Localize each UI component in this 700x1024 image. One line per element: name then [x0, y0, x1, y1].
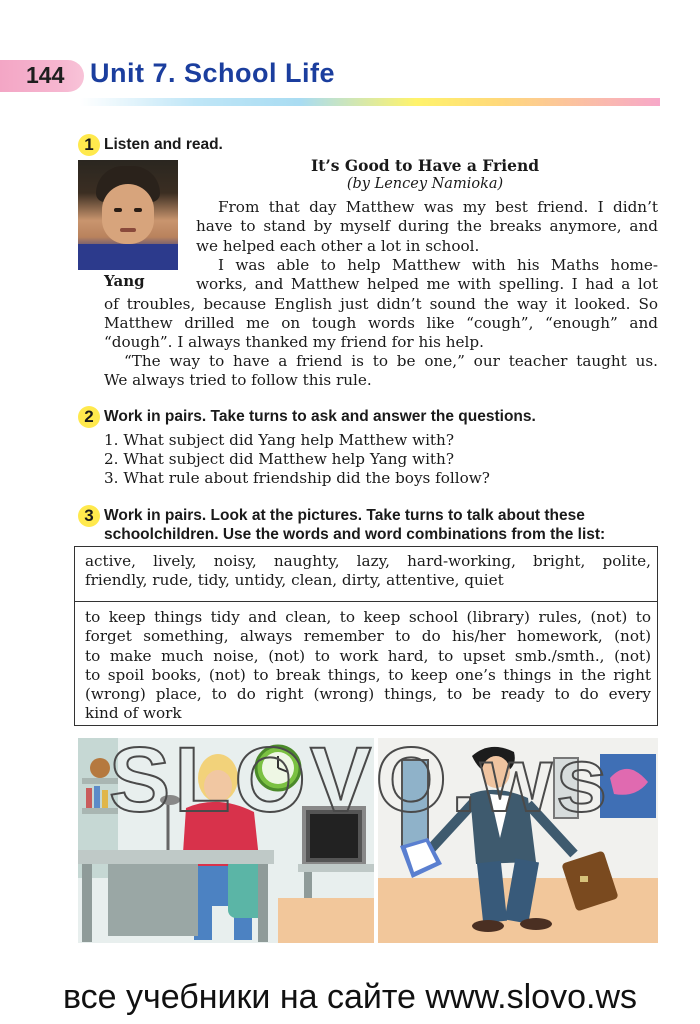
exercise-2-instruction: Work in pairs. Take turns to ask and answer the questions.: [104, 408, 536, 425]
question-item: 2. What subject did Matthew help Yang with?: [104, 450, 454, 468]
question-item: 1. What subject did Yang help Matthew with?: [104, 431, 454, 449]
exercise-2-number: 2: [78, 406, 100, 428]
site-watermark: SLOVO.ws: [108, 729, 612, 831]
text-line: have to stand by myself during the breaks anymore, and: [196, 217, 658, 236]
unit-title: Unit 7. School Life: [90, 58, 336, 88]
text-line: friendly, rude, tidy, untidy, clean, dirty, attentive, quiet: [85, 571, 504, 590]
text-line: I was able to help Matthew with his Maths home-: [218, 256, 658, 274]
text-line: kind of work: [85, 704, 182, 723]
story-author: (by Lencey Namioka): [346, 176, 504, 192]
exercise-3-instruction-line-1: Work in pairs. Look at the pictures. Take turns to talk about these: [104, 507, 585, 524]
text-line: to make much noise, (not) to work hard, to upset smb./smth., (not): [85, 646, 651, 665]
header-rainbow-stripe: [80, 98, 660, 106]
exercise-1-instruction: Listen and read.: [104, 136, 223, 153]
page-header: [0, 52, 700, 112]
text-line: From that day Matthew was my best friend. I didn’t: [218, 198, 658, 216]
story-paragraph-2: [104, 256, 658, 352]
box-divider: [75, 601, 657, 602]
story-paragraph-1: [196, 198, 658, 256]
text-line: to spoil books, (not) to break things, to keep one’s things in the right: [85, 665, 651, 684]
text-line: Matthew drilled me on tough words like “cough”, “enough” and: [104, 313, 658, 332]
text-line: works, and Matthew helped me with spelling. I had a lot: [196, 275, 658, 294]
text-line: to keep things tidy and clean, to keep school (library) rules, (not) to: [85, 608, 651, 626]
text-line: We always tried to follow this rule.: [104, 371, 372, 390]
footer-site-text: все учебники на сайте www.slovo.ws: [62, 978, 637, 1016]
question-list: [104, 431, 490, 488]
page-number: 144: [26, 62, 65, 88]
adjectives-list: [85, 552, 651, 591]
exercise-3-number: 3: [78, 505, 100, 527]
word-list-box: [74, 546, 658, 726]
question-item: 3. What rule about friendship did the boys follow?: [104, 469, 490, 487]
text-line: we helped each other a lot in school.: [196, 236, 480, 255]
exercise-1-number: 1: [78, 134, 100, 156]
text-line: of troubles, because English just didn’t sound the way it looked. So: [104, 294, 658, 313]
story-title: It’s Good to Have a Friend: [310, 156, 540, 175]
text-line: (wrong) place, to do right (wrong) things, to be ready to do every: [85, 685, 651, 704]
text-line: active, lively, noisy, naughty, lazy, hard-working, bright, polite,: [85, 552, 651, 570]
text-line: forget something, always remember to do his/her homework, (not): [85, 627, 651, 646]
exercise-3-instruction-line-2: schoolchildren. Use the words and word combinations from the list:: [104, 526, 606, 543]
photo-caption: Yang: [104, 272, 145, 290]
text-line: “dough”. I always thanked my friend for his help.: [104, 333, 484, 352]
phrases-list: [85, 608, 651, 724]
text-line: “The way to have a friend is to be one,” our teacher taught us.: [124, 352, 658, 370]
yang-photo: [78, 160, 178, 270]
story-paragraph-3: [104, 352, 658, 391]
